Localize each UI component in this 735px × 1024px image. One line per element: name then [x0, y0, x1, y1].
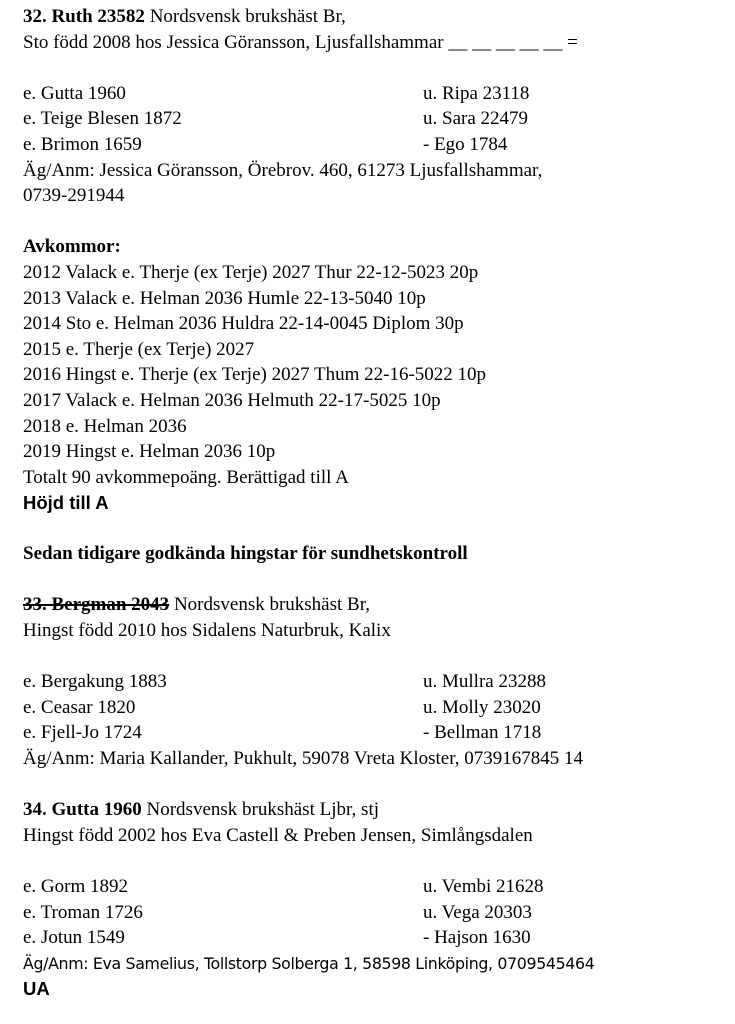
entry-34 [23, 797, 723, 1001]
offspring-item: 2014 Sto e. Helman 2036 Huldra 22-14-0045 Diplom 30p [23, 313, 464, 335]
sire-line: e. Gutta 1960 [23, 82, 126, 104]
pedigree-row [23, 81, 723, 107]
dam-line: - Bellman 1718 [423, 722, 542, 744]
sire-line: e. Jotun 1549 [23, 927, 125, 949]
section-heading [23, 541, 723, 567]
breed: Nordsvensk brukshäst Br, [144, 6, 346, 27]
owner-line: Äg/Anm: Maria Kallander, Pukhult, 59078 Vreta Kloster, 0739167845 14 [23, 748, 584, 770]
blank-fields: __ __ __ __ __ = [448, 31, 578, 53]
owner-phone: 0739-291944 [23, 185, 125, 207]
horse-name: 34. Gutta 1960 [23, 799, 142, 821]
pedigree-row [23, 720, 723, 746]
offspring-heading-text: Avkommor: [23, 236, 121, 258]
breed: Nordsvensk brukshäst Ljbr, stj [141, 799, 379, 821]
pedigree-row [23, 669, 723, 695]
dam-line: u. Vega 20303 [423, 901, 532, 923]
birth-line [23, 30, 723, 56]
pedigree-row [23, 874, 723, 900]
birth-line: Hingst född 2002 hos Eva Castell & Preben Jensen, Simlångsdalen [23, 824, 533, 846]
offspring-item: 2012 Valack e. Therje (ex Terje) 2027 Thur 22-12-5023 20p [23, 261, 479, 283]
sire-line: e. Brimon 1659 [23, 133, 142, 155]
breed: Nordsvensk brukshäst Br, [169, 594, 371, 616]
dam-line: u. Mullra 23288 [423, 671, 546, 693]
offspring-item: 2013 Valack e. Helman 2036 Humle 22-13-5040 10p [23, 287, 426, 309]
pedigree-row [23, 132, 723, 158]
sire-line: e. Gorm 1892 [23, 876, 129, 897]
dam-line: u. Molly 23020 [423, 696, 541, 718]
pedigree-row [23, 900, 723, 926]
entry-33 [23, 592, 723, 771]
entry-header [23, 592, 723, 618]
entry-32 [23, 4, 723, 515]
section-heading-text: Sedan tidigare godkända hingstar för sundhetskontroll [23, 543, 468, 565]
birth-text: Sto född 2008 hos Jessica Göransson, Ljusfallshammar [23, 31, 449, 53]
sire-line: e. Teige Blesen 1872 [23, 108, 182, 130]
owner-line: Äg/Anm: Eva Samelius, Tollstorp Solberga 1, 58598 Linköping, 0709545464 [23, 953, 595, 973]
horse-name: 33. Bergman 2043 [23, 594, 170, 616]
pedigree-row [23, 925, 723, 951]
entry-header [23, 797, 723, 823]
result: Höjd till A [23, 492, 109, 514]
offspring-item: 2016 Hingst e. Therje (ex Terje) 2027 Thum 22-16-5022 10p [23, 364, 487, 386]
dam-line: - Ego 1784 [423, 133, 508, 155]
offspring-item: 2017 Valack e. Helman 2036 Helmuth 22-17-5025 10p [23, 389, 441, 411]
dam-line: - Hajson 1630 [423, 927, 531, 949]
dam-line: u. Sara 22479 [423, 108, 529, 130]
sire-line: e. Fjell-Jo 1724 [23, 722, 142, 744]
pedigree-row [23, 695, 723, 721]
result: UA [23, 978, 50, 1000]
horse-name: 32. Ruth 23582 [23, 6, 145, 27]
offspring-total: Totalt 90 avkommepoäng. Berättigad till A [23, 466, 349, 488]
pedigree-row [23, 106, 723, 132]
document-page [23, 4, 723, 1001]
offspring-item: 2018 e. Helman 2036 [23, 415, 187, 437]
entry-header [23, 4, 723, 30]
offspring-item: 2019 Hingst e. Helman 2036 10p [23, 441, 276, 463]
dam-line: u. Vembi 21628 [423, 876, 544, 897]
birth-line: Hingst född 2010 hos Sidalens Naturbruk, Kalix [23, 620, 391, 642]
sire-line: e. Troman 1726 [23, 901, 143, 923]
owner-line: Äg/Anm: Jessica Göransson, Örebrov. 460, 61273 Ljusfallshammar, [23, 159, 543, 181]
sire-line: e. Bergakung 1883 [23, 671, 167, 693]
offspring-heading [23, 234, 723, 260]
sire-line: e. Ceasar 1820 [23, 696, 136, 718]
offspring-item: 2015 e. Therje (ex Terje) 2027 [23, 338, 255, 360]
dam-line: u. Ripa 23118 [423, 82, 530, 104]
